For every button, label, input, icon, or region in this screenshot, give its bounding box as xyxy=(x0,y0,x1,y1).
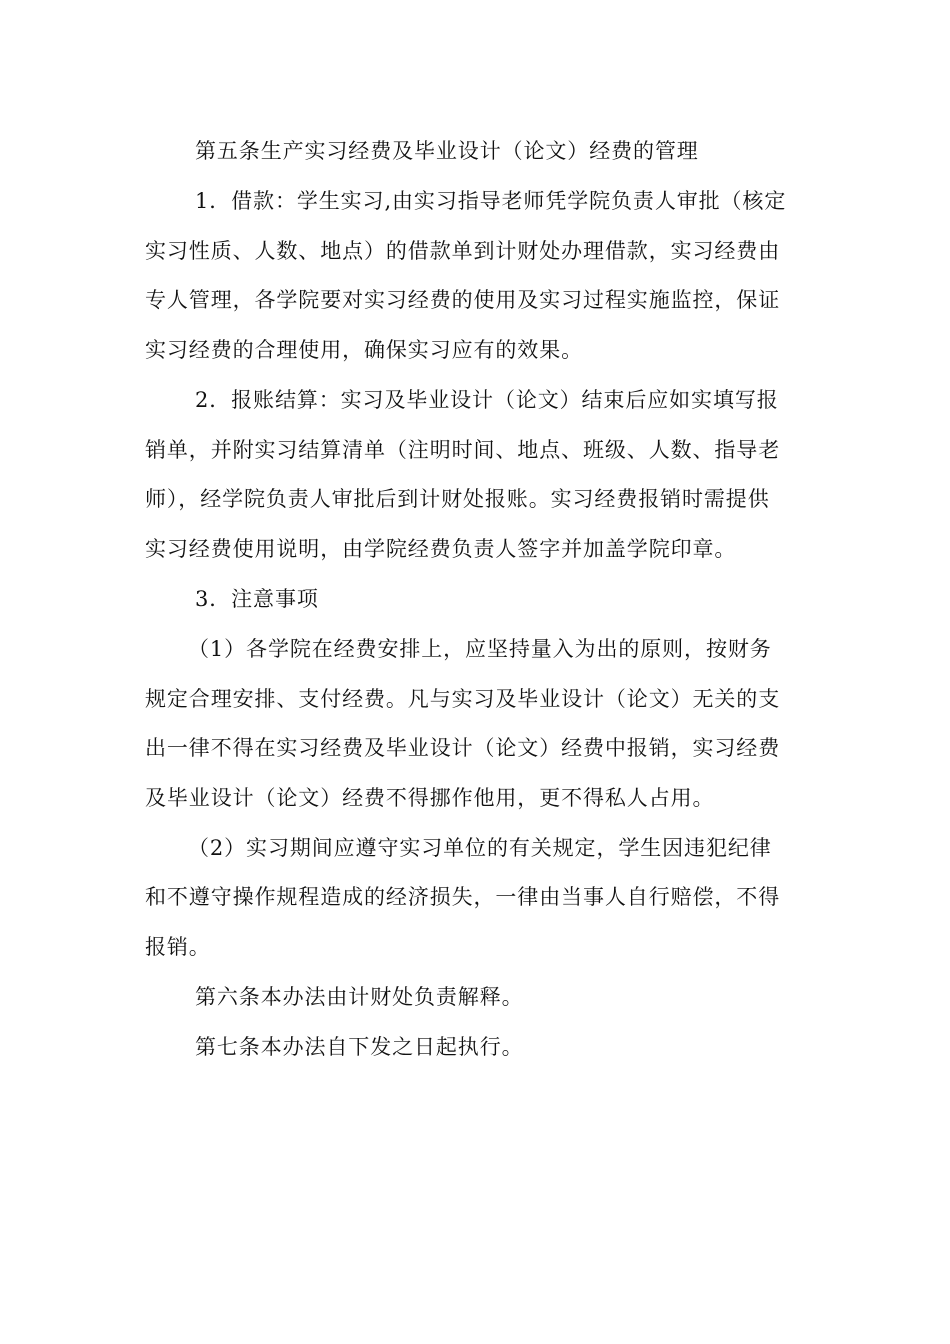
article5-heading: 第五条生产实习经费及毕业设计（论文）经费的管理 xyxy=(195,139,699,163)
item1-line-3: 专人管理，各学院要对实习经费的使用及实习过程实施监控，保证 xyxy=(145,288,781,312)
article6: 第六条本办法由计财处负责解释。 xyxy=(195,985,524,1009)
sub1-line-3: 出一律不得在实习经费及毕业设计（论文）经费中报销，实习经费 xyxy=(145,736,781,760)
item3-heading: 3．注意事项 xyxy=(195,587,319,611)
article7: 第七条本办法自下发之日起执行。 xyxy=(195,1035,524,1059)
item2-line-1: 2．报账结算：实习及毕业设计（论文）结束后应如实填写报 xyxy=(195,388,779,412)
item2-line-2: 销单，并附实习结算清单（注明时间、地点、班级、人数、指导老 xyxy=(145,438,781,462)
sub1-line-2: 规定合理安排、支付经费。凡与实习及毕业设计（论文）无关的支 xyxy=(145,687,781,711)
sub1-line-4: 及毕业设计（论文）经费不得挪作他用，更不得私人占用。 xyxy=(145,786,715,810)
item1-line-4: 实习经费的合理使用，确保实习应有的效果。 xyxy=(145,338,583,362)
item1-line-2: 实习性质、人数、地点）的借款单到计财处办理借款，实习经费由 xyxy=(145,239,781,263)
item2-line-3: 师），经学院负责人审批后到计财处报账。实习经费报销时需提供 xyxy=(145,487,770,511)
item2-line-4: 实习经费使用说明，由学院经费负责人签字并加盖学院印章。 xyxy=(145,537,737,561)
item1-line-1: 1．借款：学生实习,由实习指导老师凭学院负责人审批（核定 xyxy=(195,189,787,213)
sub1-line-1: （1）各学院在经费安排上，应坚持量入为出的原则，按财务 xyxy=(188,637,772,661)
sub2-line-3: 报销。 xyxy=(145,935,211,959)
sub2-line-1: （2）实习期间应遵守实习单位的有关规定，学生因违犯纪律 xyxy=(188,836,772,860)
sub2-line-2: 和不遵守操作规程造成的经济损失，一律由当事人自行赔偿，不得 xyxy=(145,885,781,909)
